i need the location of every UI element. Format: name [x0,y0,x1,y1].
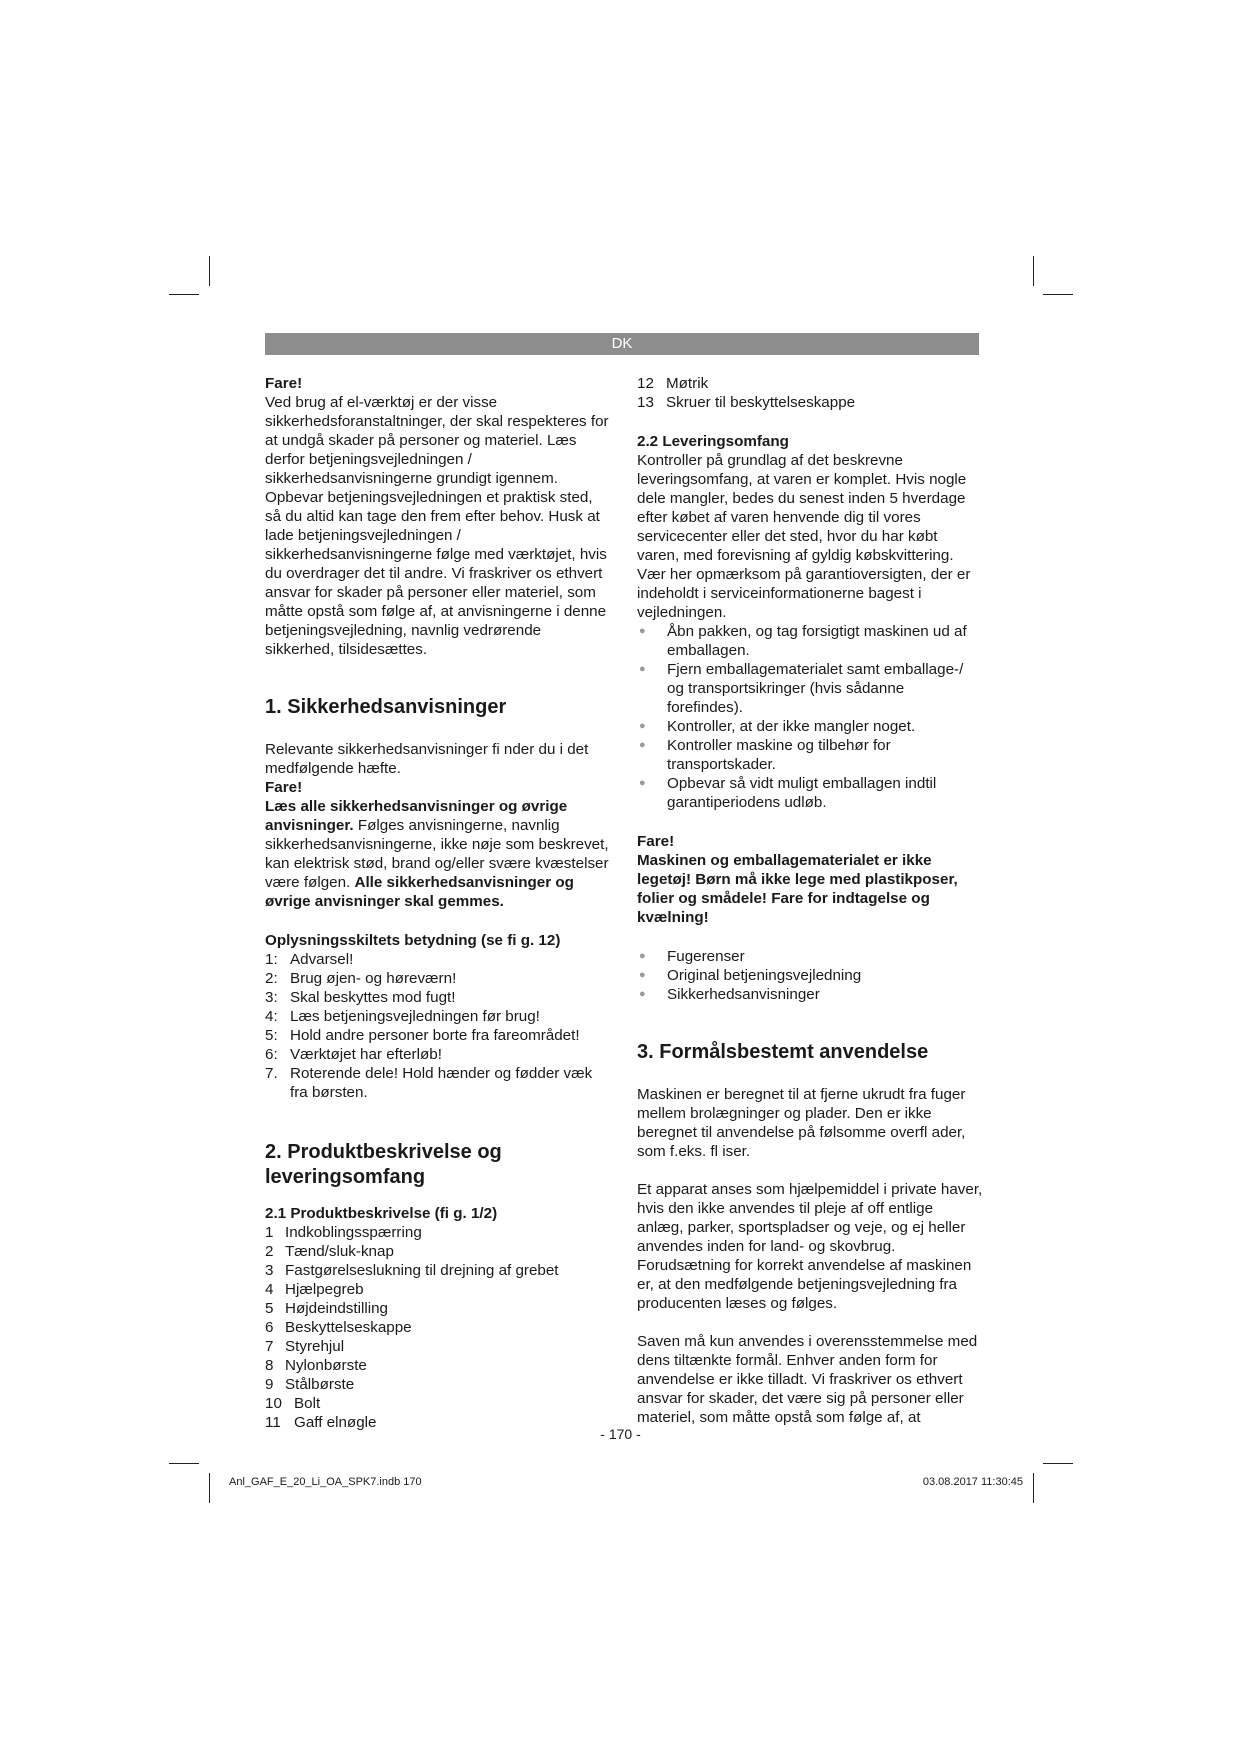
list-item [265,1045,611,1064]
item-number: 1: [265,951,278,968]
item-number: 13 [637,394,654,411]
item-number: 7. [265,1065,278,1082]
list-item [637,374,983,393]
list-item [265,1223,611,1242]
item-text: Læs betjeningsvejledningen før brug! [290,1008,540,1025]
list-item [265,1261,611,1280]
bullet-icon: ● [639,988,646,1000]
item-text: Hjælpegreb [285,1281,364,1298]
crop-mark [1033,256,1034,286]
item-text: Skal beskyttes mod fugt! [290,989,456,1006]
bullet-icon: ● [639,969,646,981]
list-item [265,1356,611,1375]
list-item [637,717,983,736]
list-item [265,1318,611,1337]
bullet-icon: ● [639,720,646,732]
crop-mark [209,1473,210,1503]
section-heading: 3. Formålsbestemt anvendelse [637,1041,929,1063]
item-number: 4 [265,1281,274,1298]
list-item [637,774,983,812]
label-list [265,950,611,1102]
list-item [265,1007,611,1026]
list-item [637,393,983,412]
list-item [637,985,983,1004]
bullet-icon: ● [639,950,646,962]
warning-bold-end: Alle sikkerhedsanvisninger og øvrige anvisninger skal gemmes. [265,874,574,910]
bullet-icon: ● [639,663,646,675]
item-text: Fugerenser [667,948,745,965]
page-number: - 170 - [600,1426,641,1442]
item-number: 6 [265,1319,274,1336]
intro-warning-text: Ved brug af el-værktøj er der visse sikkerhedsforanstaltninger, der skal respekteres for at undgå skader på personer og materiel. Læs derfor betjeningsvejledningen / sikkerhedsanvisningerne grundigt igennem. Opbevar betjeningsvejledningen et praktisk sted, så du altid kan tage den frem efter behov. Husk at lade betjeningsvejledningen / sikkerhedsanvisningerne følge med værktøjet, hvis du overdrager det til andre. Vi fraskriver os ethvert ansvar for skader på personer eller materiel, som måtte opstå som følge af, at anvisningerne i denne betjeningsvejledning, navnlig vedrørende sikkerhed, tilsidesættes. [265,394,609,658]
warning-title: Fare! [637,833,675,850]
list-item [265,950,611,969]
list-item [265,988,611,1007]
item-number: 6: [265,1046,278,1063]
list-item [637,947,983,966]
item-text: Indkoblingsspærring [285,1224,422,1241]
warning-text: Følges anvisningerne, navnlig sikkerhedsanvisningerne, ikke nøje som beskrevet, kan elektrisk stød, brand og/eller svære kvæstelser være følgen. [265,817,609,891]
item-number: 10 [265,1395,282,1412]
crop-mark [1033,1473,1034,1503]
intended-use-paragraph: Saven må kun anvendes i overensstemmelse med dens tiltænkte formål. Enhver anden form for anvendelse er ikke tilladt. Vi fraskriver os ethvert ansvar for skader, det være sig på personer eller materiel, som måtte opstå som følge af, at [637,1333,978,1426]
item-text: Tænd/sluk-knap [285,1243,394,1260]
unpacking-steps [637,622,983,812]
item-number: 2: [265,970,278,987]
list-item [265,969,611,988]
item-text: Styrehjul [285,1338,345,1355]
list-item [637,966,983,985]
label-heading: Oplysningsskiltets betydning (se fi g. 12) [265,932,561,949]
item-text: Kontroller, at der ikke mangler noget. [667,718,916,735]
section1-intro: Relevante sikkerhedsanvisninger fi nder du i det medfølgende hæfte. [265,741,589,777]
item-text: Gaff elnøgle [294,1414,377,1431]
item-number: 3 [265,1262,274,1279]
bullet-icon: ● [639,777,646,789]
item-number: 1 [265,1224,274,1241]
item-text: Beskyttelseskappe [285,1319,412,1336]
list-item [265,1026,611,1045]
item-text: Kontroller maskine og tilbehør for transportskader. [667,737,891,773]
item-text: Sikkerhedsanvisninger [667,986,820,1003]
delivery-scope-text: Kontroller på grundlag af det beskrevne leveringsomfang, at varen er komplet. Hvis nogle dele mangler, bedes du senest inden 5 hverdage efter købet af varen henvende dig til vores servicecenter eller det sted, hvor du har købt varen, med forevisning af gyldig købskvittering. Vær her opmærksom på garantioversigten, der er indeholdt i serviceinformationerne bagest i vejledningen. [637,452,971,621]
list-item [265,1337,611,1356]
warning-bold: Læs alle sikkerhedsanvisninger og øvrige anvisninger. [265,798,568,834]
item-text: Skruer til beskyttelseskappe [666,394,856,411]
item-text: Værktøjet har efterløb! [290,1046,442,1063]
delivery-scope-heading: 2.2 Leveringsomfang [637,433,789,450]
right-column [637,374,983,1427]
item-number: 5 [265,1300,274,1317]
item-text: Bolt [294,1395,321,1412]
section-heading: 2. Produktbeskrivelse og leveringsomfang [265,1141,502,1188]
list-item [265,1242,611,1261]
crop-mark [169,294,199,295]
item-number: 5: [265,1027,278,1044]
section-heading: 1. Sikkerhedsanvisninger [265,696,507,718]
print-timestamp: 03.08.2017 11:30:45 [922,1476,1023,1488]
item-text: Møtrik [666,375,709,392]
item-text: Advarsel! [290,951,354,968]
item-text: Original betjeningsvejledning [667,967,862,984]
print-file-info: Anl_GAF_E_20_Li_OA_SPK7.indb 170 [229,1476,422,1488]
list-item [265,1299,611,1318]
item-number: 9 [265,1376,274,1393]
item-text: Fjern emballagematerialet samt emballage-/ og transportsikringer (hvis sådanne forefindes). [667,661,964,716]
item-number: 4: [265,1008,278,1025]
item-text: Stålbørste [285,1376,355,1393]
list-item [637,622,983,660]
item-text: Højdeindstilling [285,1300,388,1317]
item-text: Roterende dele! Hold hænder og fødder væk fra børsten. [290,1065,593,1101]
left-column [265,374,611,1432]
parts-list-continued [637,374,983,412]
crop-mark [209,256,210,286]
parts-list [265,1223,611,1432]
list-item [265,1394,611,1413]
item-text: Nylonbørste [285,1357,367,1374]
crop-mark [1043,1463,1073,1464]
item-number: 2 [265,1243,274,1260]
warning-title: Fare! [265,779,303,796]
item-text: Hold andre personer borte fra fareområdet! [290,1027,580,1044]
packaging-warning: Maskinen og emballagematerialet er ikke legetøj! Børn må ikke lege med plastikposer, folier og smådele! Fare for indtagelse og kvælning! [637,852,958,926]
bullet-icon: ● [639,625,646,637]
list-item [637,660,983,717]
bullet-icon: ● [639,739,646,751]
item-number: 12 [637,375,654,392]
item-number: 3: [265,989,278,1006]
warning-title: Fare! [265,375,303,392]
intended-use-paragraph: Et apparat anses som hjælpemiddel i private haver, hvis den ikke anvendes til pleje af off entlige anlæg, parker, sportspladser og veje, og ej heller anvendes inden for land- og skovbrug. Forudsætning for korrekt anvendelse af maskinen er, at den medfølgende betjeningsvejledning fra producenten læses og følges. [637,1181,983,1312]
product-description-heading: 2.1 Produktbeskrivelse (fi g. 1/2) [265,1205,498,1222]
language-tab: DK [265,333,979,355]
list-item [265,1280,611,1299]
item-text: Åbn pakken, og tag forsigtigt maskinen ud af emballagen. [667,623,967,659]
item-number: 11 [265,1414,281,1431]
item-text: Fastgørelseslukning til drejning af grebet [285,1262,559,1279]
list-item [637,736,983,774]
item-number: 8 [265,1357,274,1374]
crop-mark [169,1463,199,1464]
item-text: Brug øjen- og høreværn! [290,970,457,987]
item-number: 7 [265,1338,274,1355]
list-item [265,1064,611,1102]
delivery-contents [637,947,983,1004]
intended-use-paragraph: Maskinen er beregnet til at fjerne ukrudt fra fuger mellem brolægninger og plader. Den er ikke beregnet til anvendelse på følsomme overfl ader, som f.eks. fl iser. [637,1086,966,1160]
crop-mark [1043,294,1073,295]
section1-warning [265,797,611,911]
list-item [265,1375,611,1394]
item-text: Opbevar så vidt muligt emballagen indtil garantiperiodens udløb. [667,775,937,811]
